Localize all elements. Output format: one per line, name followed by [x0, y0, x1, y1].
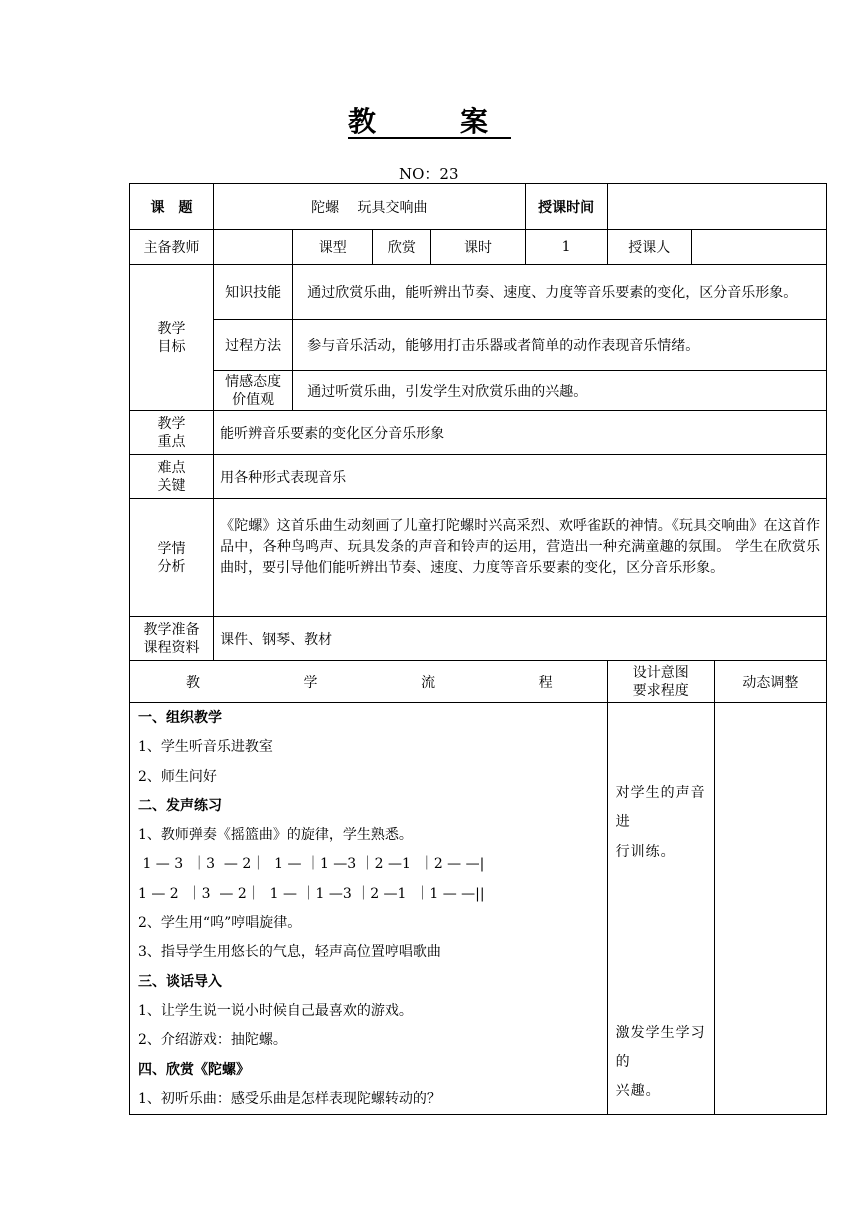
flow-section-heading: 三、谈话导入 [138, 973, 222, 990]
intent-header [607, 661, 714, 703]
intent-header-line2: 要求程度 [632, 682, 689, 699]
key-points-label-line2: 重点 [157, 433, 186, 450]
key-points-label [130, 411, 214, 455]
lesson-plan-table [129, 183, 827, 1115]
flow-line: 2、师生问好 [138, 768, 217, 785]
goal-emotion-row [130, 371, 827, 411]
lesson-number: NO：23 [399, 165, 459, 183]
knowledge-text: 通过欣赏乐曲，能听辨出节奏、速度、力度等音乐要素的变化，区分音乐形象。 [293, 265, 827, 320]
analysis-row [130, 499, 827, 617]
materials-row [130, 617, 827, 661]
flow-body-row [130, 703, 827, 1115]
goals-label-line2: 目标 [157, 338, 186, 355]
topic-row [130, 184, 827, 230]
adjust-header: 动态调整 [714, 661, 826, 703]
lecturer-value [691, 230, 826, 265]
topic-label: 课 题 [130, 184, 214, 230]
analysis-label-line2: 分析 [157, 558, 186, 575]
hours-label: 课时 [431, 230, 525, 265]
flow-header-char-1: 教 [186, 674, 200, 691]
flow-line: 1、让学生说一说小时候自己最喜欢的游戏。 [138, 1002, 413, 1019]
materials-label-line2: 课程资料 [143, 639, 200, 656]
emotion-label-line2: 价值观 [232, 391, 275, 408]
goals-label-line1: 教学 [157, 320, 186, 337]
title-char-2: 案 [460, 105, 489, 138]
goals-label [130, 265, 214, 411]
materials-label [130, 617, 214, 661]
emotion-label [214, 371, 293, 411]
key-points-text: 能听辨音乐要素的变化区分音乐形象 [214, 411, 827, 455]
flow-header-char-4: 程 [538, 674, 553, 691]
difficulty-text: 用各种形式表现音乐 [214, 455, 827, 499]
topic-value: 陀螺 玩具交响曲 [214, 184, 525, 230]
key-points-label-line1: 教学 [157, 415, 186, 432]
goal-knowledge-row [130, 265, 827, 320]
key-points-row [130, 411, 827, 455]
lecturer-label: 授课人 [607, 230, 691, 265]
teacher-row [130, 230, 827, 265]
process-label: 过程方法 [214, 320, 293, 371]
title-char-1: 教 [348, 105, 377, 138]
analysis-text: 《陀螺》这首乐曲生动刻画了儿童打陀螺时兴高采烈、欢呼雀跃的神情。《玩具交响曲》在这首作品中，各种鸟鸣声、玩具发条的声音和铃声的运用，营造出一种充满童趣的氛围。 学生在欣赏乐曲时，要引导他们能听辨出节奏、速度、力度等音乐要素的变化，区分音乐形象。 [214, 499, 827, 617]
analysis-label [130, 499, 214, 617]
flow-section-heading: 二、发声练习 [138, 797, 222, 814]
intent-spacer-1 [616, 703, 706, 779]
difficulty-row [130, 455, 827, 499]
materials-text: 课件、钢琴、教材 [214, 617, 827, 661]
flow-line: 3、指导学生用悠长的气息，轻声高位置哼唱歌曲 [138, 944, 441, 961]
flow-header-char-3: 流 [421, 674, 436, 691]
difficulty-label-line1: 难点 [157, 459, 186, 476]
knowledge-label: 知识技能 [214, 265, 293, 320]
intent-note-1-line1: 对学生的声音进 [615, 785, 706, 831]
adjust-content [714, 703, 826, 1115]
flow-content [130, 703, 608, 1115]
flow-line: 2、介绍游戏：抽陀螺。 [138, 1032, 287, 1049]
emotion-label-line1: 情感态度 [225, 373, 282, 390]
time-value [607, 184, 826, 230]
flow-line: 1、教师弹奏《摇篮曲》的旋律，学生熟悉。 [138, 827, 413, 844]
flow-line: 1、初听乐曲：感受乐曲是怎样表现陀螺转动的？ [138, 1090, 441, 1107]
flow-header-row [130, 661, 827, 703]
flow-lines [138, 703, 599, 1114]
type-label: 课型 [293, 230, 373, 265]
goal-process-row [130, 320, 827, 371]
intent-spacer-2 [616, 867, 706, 1019]
flow-line: 1、学生听音乐进教室 [138, 739, 273, 756]
process-text: 参与音乐活动，能够用打击乐器或者简单的动作表现音乐情绪。 [293, 320, 827, 371]
teacher-label: 主备教师 [130, 230, 214, 265]
teacher-value [214, 230, 293, 265]
intent-note-2-line2: 兴趣。 [615, 1083, 661, 1100]
time-label: 授课时间 [525, 184, 607, 230]
flow-line: 2、学生用“呜”哼唱旋律。 [138, 915, 302, 932]
hours-value: 1 [525, 230, 607, 265]
flow-section-heading: 四、欣赏《陀螺》 [138, 1061, 250, 1078]
intent-note-2-line1: 激发学生学习的 [615, 1024, 706, 1071]
analysis-label-line1: 学情 [157, 540, 186, 557]
difficulty-label [130, 455, 214, 499]
materials-label-line1: 教学准备 [143, 621, 200, 638]
difficulty-label-line2: 关键 [157, 477, 186, 494]
flow-header-char-2: 学 [303, 674, 318, 691]
intent-note-1-line2: 行训练。 [615, 843, 676, 860]
title-underline [348, 137, 511, 139]
document-title [330, 100, 530, 140]
flow-section-heading: 一、组织教学 [138, 710, 222, 726]
emotion-text: 通过听赏乐曲，引发学生对欣赏乐曲的兴趣。 [293, 371, 827, 411]
flow-line: 1 — 3 ｜3 — 2｜ 1 — ｜1 —3 ｜2 —1 ｜2 — —| [138, 856, 485, 873]
intent-notes [607, 703, 714, 1115]
flow-line: 1 — 2 ｜3 — 2｜ 1 — ｜1 —3 ｜2 —1 ｜1 — —|| [138, 885, 485, 902]
intent-header-line1: 设计意图 [632, 664, 689, 681]
flow-header [130, 661, 608, 703]
type-value: 欣赏 [373, 230, 431, 265]
